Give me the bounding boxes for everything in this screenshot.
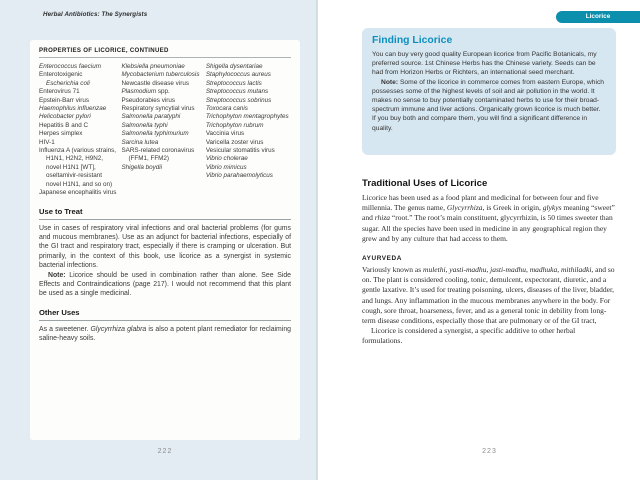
text-segment: You can buy very good quality European licorice from Pacific Botanicals, my preferred source. 1st Chinese Herbs has the Chinese variety. Seeds can be had from Horizon Herbs or Richters, an international seed merchant.	[372, 51, 597, 77]
pathogen-entry	[206, 122, 291, 130]
paragraph	[362, 326, 617, 346]
text-segment: Salmonella paratyphi	[121, 113, 181, 121]
traditional-uses-heading: Traditional Uses of Licorice	[362, 178, 488, 189]
text-segment: Variously known as	[362, 265, 424, 275]
text-segment: meaning “sweet” and	[362, 203, 615, 223]
text-segment: Plasmodium	[121, 88, 157, 96]
pathogen-entry	[121, 113, 200, 121]
text-segment: Licorice is considered a synergist, a specific additive to other herbal formulations.	[362, 326, 576, 346]
pathogen-entry	[39, 97, 116, 105]
text-segment: SARS-related coronavirus (FFM1, FFM2)	[121, 147, 195, 163]
finding-licorice-title: Finding Licorice	[372, 35, 453, 46]
text-segment: yasti-madhu	[449, 265, 487, 275]
pathogen-entry	[39, 88, 116, 96]
pathogen-entry	[121, 122, 200, 130]
text-segment: Vesicular stomatitis virus	[205, 147, 275, 155]
pathogen-entry	[39, 63, 116, 71]
text-segment: Mycobacterium tuberculosis	[121, 71, 200, 79]
use-to-treat-heading: Use to Treat	[39, 207, 291, 220]
traditional-uses-body	[362, 193, 617, 244]
pathogen-entry	[121, 80, 200, 88]
pathogen-entry	[39, 139, 116, 147]
text-segment: Streptococcus lactis	[205, 79, 262, 87]
use-to-treat-section	[39, 207, 291, 299]
text-segment: Epstein-Barr virus	[39, 96, 90, 104]
text-segment: Klebsiella pneumoniae	[121, 63, 185, 70]
text-segment: Enterococcus faecium	[39, 63, 101, 70]
pathogen-entry	[39, 147, 116, 189]
pathogen-entry	[121, 105, 200, 113]
text-segment: “root.” The root’s main constituent, glycyrrhizin, is 50 times sweeter than sugar. All the species have been used in medicine in any geographical region they grew and by any culture that had access to them.	[362, 213, 613, 243]
text-segment: glykys	[542, 203, 562, 213]
text-segment: Pseudorabies virus	[121, 96, 175, 104]
paragraph	[39, 325, 291, 344]
text-segment: Vibrio cholerae	[205, 155, 248, 163]
pathogen-entry	[39, 122, 116, 130]
text-segment: Streptococcus sobrinus	[205, 96, 272, 104]
ayurveda-body	[362, 265, 617, 347]
text-segment: Vibrio parahaemolyticus	[205, 172, 273, 180]
ayurveda-heading: AYURVEDA	[362, 255, 402, 263]
text-segment: Herpes simplex	[39, 130, 83, 138]
finding-licorice-body	[372, 50, 606, 133]
paragraph	[362, 193, 617, 244]
pathogen-entry	[39, 189, 116, 197]
text-segment: Trichophyton rubrum	[205, 121, 264, 129]
paragraph	[372, 50, 606, 78]
text-segment: , is Greek in origin,	[482, 203, 543, 213]
pathogen-entry	[39, 113, 116, 121]
pathogen-entry	[121, 63, 200, 71]
properties-table-box	[30, 40, 300, 440]
pathogen-entry	[121, 88, 200, 96]
pathogen-entry	[206, 164, 291, 172]
pathogen-entry	[206, 130, 291, 138]
text-segment: ,	[557, 265, 561, 275]
finding-licorice-box	[362, 28, 616, 155]
text-segment: Toxocara canis	[205, 105, 248, 113]
text-segment: Escherichia coli	[46, 79, 90, 87]
pathogen-entry	[206, 172, 291, 180]
pathogen-entry	[206, 155, 291, 163]
pathogen-entry	[206, 97, 291, 105]
text-segment: ,	[486, 265, 491, 275]
paragraph	[372, 78, 606, 133]
text-segment: Note:	[381, 78, 399, 86]
text-segment: Staphylococcus aureus	[205, 71, 271, 79]
text-segment: madhuka	[529, 265, 558, 275]
text-segment: Licorice has been used as a food plant and medicinal for between four and five millennia. The genus name,	[362, 193, 599, 213]
text-segment: Streptococcus mutans	[205, 88, 269, 96]
text-segment: is also a potent plant remediator for reclaiming saline-heavy soils.	[39, 325, 291, 343]
pathogen-entry	[121, 130, 200, 138]
pathogen-entry	[206, 147, 291, 155]
running-head: Herbal Antibiotics: The Synergists	[43, 11, 148, 18]
pathogen-column-3	[206, 63, 291, 198]
text-segment: Japanese encephalitis virus	[39, 189, 117, 197]
use-to-treat-body	[39, 224, 291, 299]
other-uses-body	[39, 325, 291, 344]
text-segment: Glycyrrhiza glabra	[90, 325, 147, 333]
text-segment: Trichophyton mentagrophytes	[205, 113, 289, 121]
pathogen-entry	[206, 63, 291, 71]
other-uses-section	[39, 308, 291, 344]
text-segment: Shigella dysentariae	[205, 63, 263, 70]
pathogen-entry	[206, 80, 291, 88]
pathogen-entry	[121, 97, 200, 105]
text-segment: Varicella zoster virus	[205, 138, 264, 146]
text-segment: mithiladki	[560, 265, 592, 275]
text-segment: HIV-1	[39, 138, 55, 146]
paragraph	[39, 224, 291, 271]
text-segment: Newcastle disease virus	[121, 79, 189, 87]
text-segment: Some of the licorice in commerce comes from eastern Europe, which possesses some of the highest levels of soil and air pollution in the world. It makes no sense to buy potentially contaminated herbs to use for their broad-spectrum immune and liver actions. Organically grown licorice is much better. If you buy both and compare them, you will find a significant difference in quality.	[372, 78, 605, 132]
text-segment: ,	[525, 265, 530, 275]
text-segment: spp.	[156, 88, 170, 96]
traditional-uses-section	[362, 178, 617, 347]
text-segment: Note:	[48, 271, 66, 279]
pathogen-entry	[206, 71, 291, 79]
chapter-tab: Licorice	[556, 11, 640, 23]
text-segment: Enterovirus 71	[39, 88, 80, 96]
pathogen-entry	[121, 147, 200, 164]
text-segment: Vibrio mimicus	[205, 163, 247, 171]
text-segment: Enterotoxigenic	[39, 71, 83, 79]
pathogen-entry	[121, 71, 200, 79]
text-segment: , and so on. The plant is considered cooling, tonic, demulcent, expectorant, diuretic, and a gentle laxative. It’s used for treating poisoning, ulcers, diseases of the liver, bladder, and lungs. Any inflammation in the mucous membranes anywhere in the body. For cough, sore throat, hoarseness, fever, and as a general tonic in debility from long-term disease conditions, especially those that are pulmonary or of the GI tract,	[362, 265, 615, 326]
text-segment: As a sweetener.	[39, 325, 91, 333]
paragraph	[39, 271, 291, 299]
left-page	[0, 0, 318, 480]
text-segment: rhiza	[374, 213, 391, 223]
pathogen-entry	[206, 113, 291, 121]
text-segment: Glycyrrhiza	[446, 203, 483, 213]
pathogen-entry	[121, 164, 200, 172]
text-segment: Use in cases of respiratory viral infections and oral bacterial problems (for gums and mucous membranes). Use as an adjunct for bacterial infections, especially of the GI tract and respiratory tract, especially if there is cramping or ulceration. But primarily, in the context of this book, use licorice as a synergist in systemic bacterial infections.	[39, 224, 291, 270]
pathogen-column-2	[121, 63, 200, 198]
text-segment: Helicobacter pylori	[39, 113, 91, 121]
text-segment: Hepatitis B and C	[39, 121, 89, 129]
paragraph	[362, 265, 617, 326]
text-segment: mulethi	[423, 265, 446, 275]
properties-table-title: PROPERTIES OF LICORICE, CONTINUED	[39, 47, 291, 58]
other-uses-heading: Other Uses	[39, 308, 291, 321]
text-segment: Respiratory syncytial virus	[121, 105, 195, 113]
pathogen-entry	[39, 105, 116, 113]
text-segment: Shigella boydii	[121, 163, 163, 171]
text-segment: Salmonella typhimurium	[121, 130, 189, 138]
text-segment: jasti-madhu	[490, 265, 526, 275]
pathogen-entry	[39, 71, 116, 88]
pathogen-column-1	[39, 63, 116, 198]
left-page-number: 222	[157, 448, 173, 455]
pathogen-columns	[39, 63, 291, 198]
pathogen-entry	[39, 130, 116, 138]
text-segment: Licorice should be used in combination rather than alone. See Side Effects and Contraindications (page 217). I would not recommend that this plant be used as a single medicinal.	[39, 271, 291, 298]
pathogen-entry	[121, 139, 200, 147]
text-segment: Vaccinia virus	[205, 130, 245, 138]
text-segment: Sarcina lutea	[121, 138, 159, 146]
text-segment: ,	[445, 265, 450, 275]
text-segment: Influenza A (various strains, H1N1, H2N2, H9N2, novel H1N1 [WT], oseltamivir-resistant novel H1N1, and so on)	[39, 147, 117, 188]
pathogen-entry	[206, 139, 291, 147]
right-page-number: 223	[482, 448, 497, 455]
text-segment: Salmonella typhi	[121, 121, 168, 129]
pathogen-entry	[206, 88, 291, 96]
text-segment: Haemophilus influenzae	[39, 105, 107, 113]
pathogen-entry	[206, 105, 291, 113]
